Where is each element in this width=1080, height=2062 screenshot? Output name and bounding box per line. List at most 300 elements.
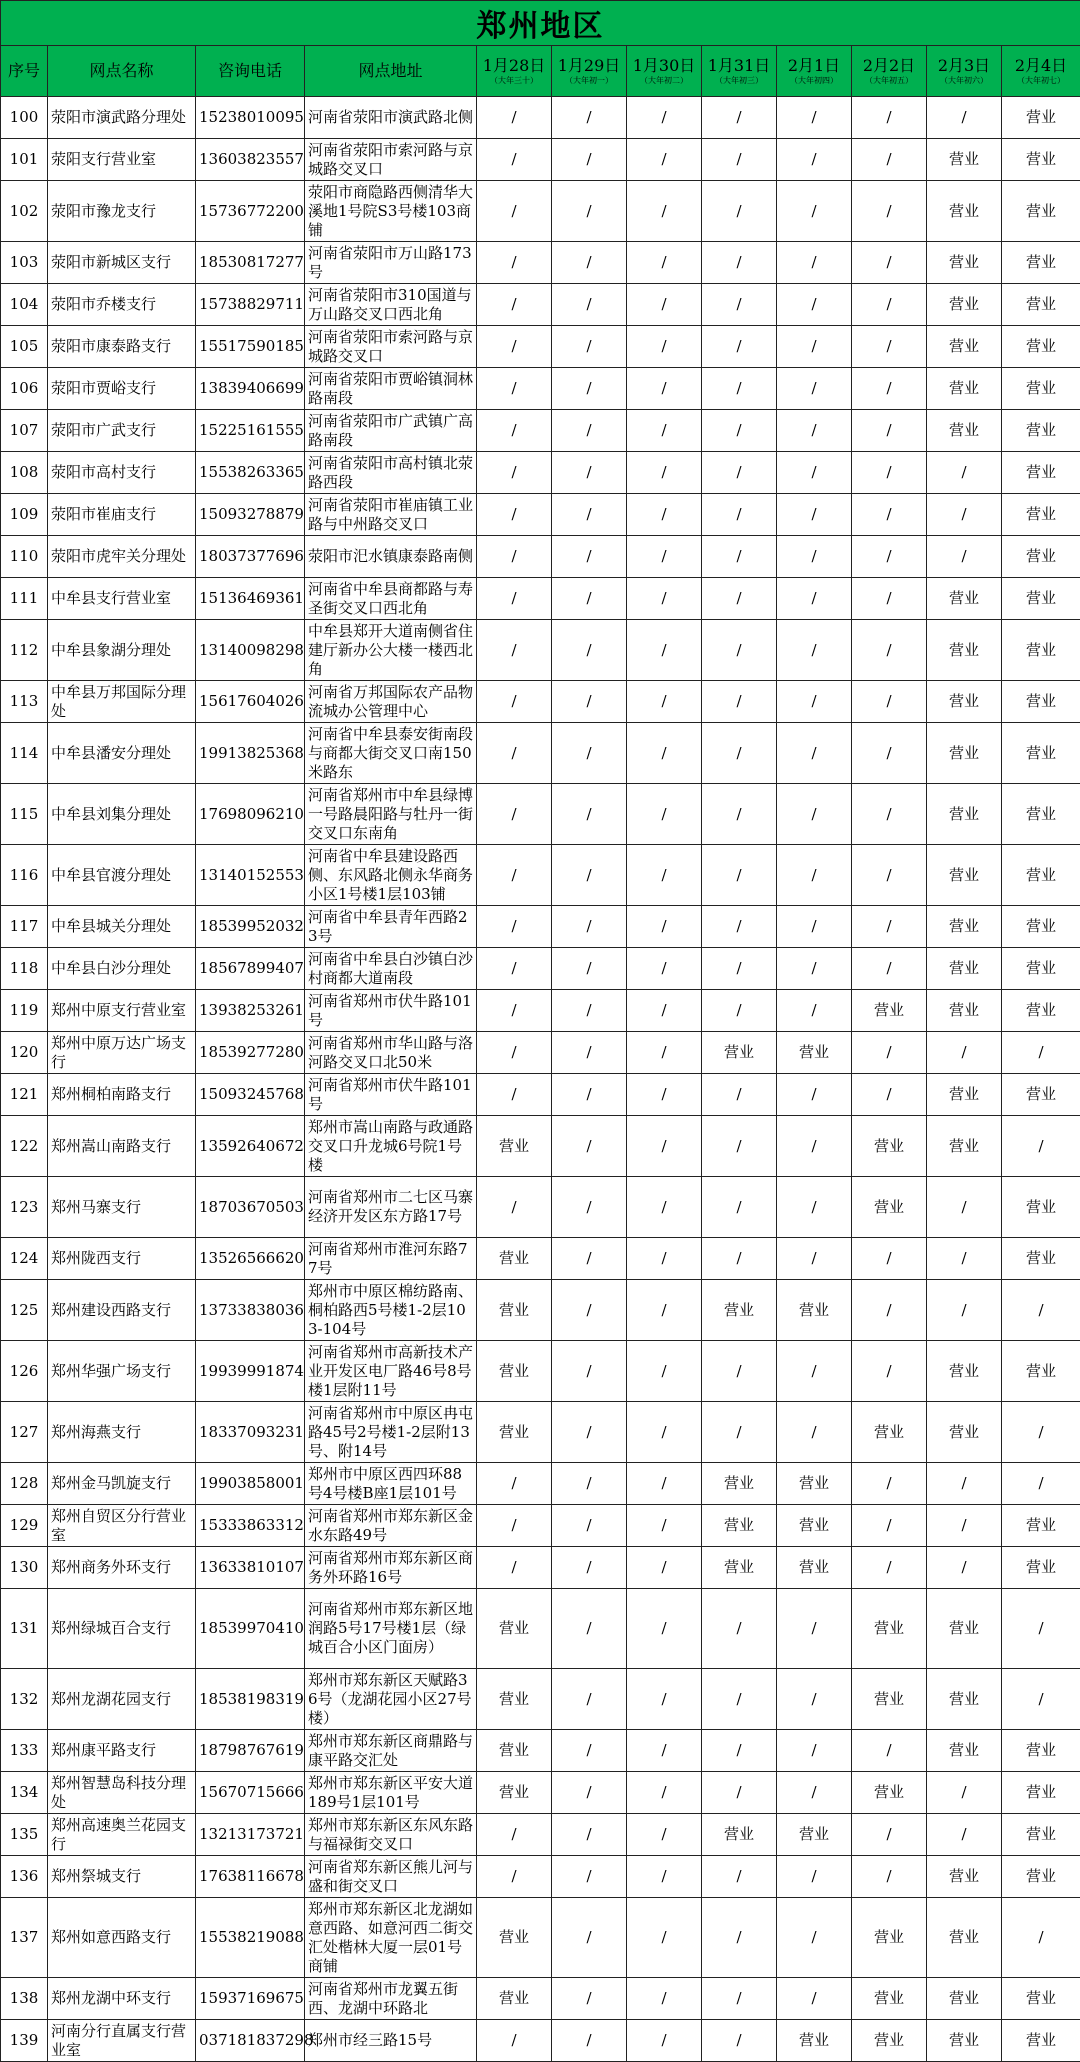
status-cell: 营业: [927, 1856, 1002, 1898]
table-row: [1, 368, 1080, 410]
status-cell: /: [627, 242, 702, 284]
status-cell: /: [552, 1074, 627, 1116]
row-number: 138: [1, 1978, 48, 2020]
status-cell: 营业: [777, 2020, 852, 2062]
row-number: 129: [1, 1505, 48, 1547]
status-cell: /: [627, 181, 702, 242]
table-row: [1, 723, 1080, 784]
status-cell: /: [552, 284, 627, 326]
table-body: [1, 97, 1080, 2062]
status-cell: /: [927, 1032, 1002, 1074]
status-cell: /: [777, 536, 852, 578]
status-cell: /: [627, 784, 702, 845]
branch-address: 郑州市郑东新区东风东路与福禄街交叉口: [305, 1814, 477, 1856]
row-number: 133: [1, 1730, 48, 1772]
branch-name: 郑州陇西支行: [48, 1238, 196, 1280]
status-cell: /: [477, 181, 552, 242]
status-cell: /: [852, 1814, 927, 1856]
status-cell: 营业: [852, 1589, 927, 1669]
status-cell: /: [552, 1402, 627, 1463]
status-cell: 营业: [477, 1669, 552, 1730]
status-cell: 营业: [927, 1074, 1002, 1116]
status-cell: 营业: [1002, 452, 1080, 494]
status-cell: /: [777, 1669, 852, 1730]
branch-address: 中牟县郑开大道南侧省住建厅新办公大楼一楼西北角: [305, 620, 477, 681]
table-row: [1, 1978, 1080, 2020]
status-cell: /: [852, 1505, 927, 1547]
branch-address: 郑州市经三路15号: [305, 2020, 477, 2062]
status-cell: /: [552, 139, 627, 181]
status-cell: 营业: [477, 1116, 552, 1177]
branch-phone: 13526566620: [196, 1238, 305, 1280]
row-number: 112: [1, 620, 48, 681]
row-number: 128: [1, 1463, 48, 1505]
status-cell: /: [627, 1074, 702, 1116]
status-cell: /: [852, 494, 927, 536]
status-cell: 营业: [1002, 181, 1080, 242]
status-cell: /: [477, 990, 552, 1032]
status-cell: /: [552, 723, 627, 784]
status-cell: /: [627, 2020, 702, 2062]
status-cell: /: [702, 368, 777, 410]
status-cell: /: [777, 1772, 852, 1814]
status-cell: 营业: [927, 1116, 1002, 1177]
status-cell: /: [777, 1730, 852, 1772]
status-cell: /: [552, 536, 627, 578]
status-cell: /: [477, 494, 552, 536]
status-cell: /: [852, 536, 927, 578]
branch-name: 荥阳市贾峪支行: [48, 368, 196, 410]
branch-phone: 13603823557: [196, 139, 305, 181]
branch-address: 郑州市郑东新区北龙湖如意西路、如意河西二街交汇处楷林大厦一层01号商铺: [305, 1898, 477, 1978]
row-number: 121: [1, 1074, 48, 1116]
status-cell: /: [777, 97, 852, 139]
branch-name: 荥阳市崔庙支行: [48, 494, 196, 536]
branch-name: 郑州龙湖中环支行: [48, 1978, 196, 2020]
header-lunar-label: （大年初二）: [630, 76, 698, 86]
status-cell: /: [552, 906, 627, 948]
branch-name: 中牟县白沙分理处: [48, 948, 196, 990]
status-cell: /: [702, 990, 777, 1032]
status-cell: /: [552, 1978, 627, 2020]
status-cell: 营业: [1002, 1238, 1080, 1280]
status-cell: /: [627, 1856, 702, 1898]
status-cell: /: [702, 1177, 777, 1238]
status-cell: 营业: [852, 990, 927, 1032]
branch-phone: 18037377696: [196, 536, 305, 578]
status-cell: 营业: [852, 1898, 927, 1978]
branch-phone: 15225161555: [196, 410, 305, 452]
branch-phone: 15617604026: [196, 681, 305, 723]
status-cell: 营业: [477, 1238, 552, 1280]
branch-phone: 18337093231: [196, 1402, 305, 1463]
status-cell: /: [777, 948, 852, 990]
branch-name: 郑州中原支行营业室: [48, 990, 196, 1032]
branch-phone: 15670715666: [196, 1772, 305, 1814]
status-cell: /: [552, 1177, 627, 1238]
status-cell: /: [552, 681, 627, 723]
status-cell: /: [1002, 1898, 1080, 1978]
row-number: 130: [1, 1547, 48, 1589]
status-cell: 营业: [777, 1032, 852, 1074]
status-cell: /: [627, 1589, 702, 1669]
status-cell: /: [627, 494, 702, 536]
status-cell: /: [477, 536, 552, 578]
status-cell: /: [552, 845, 627, 906]
status-cell: /: [927, 1547, 1002, 1589]
status-cell: /: [702, 1341, 777, 1402]
branch-phone: 18530817277: [196, 242, 305, 284]
status-cell: /: [477, 1074, 552, 1116]
status-cell: /: [477, 1547, 552, 1589]
row-number: 125: [1, 1280, 48, 1341]
status-cell: /: [777, 990, 852, 1032]
status-cell: /: [702, 1238, 777, 1280]
table-row: [1, 1238, 1080, 1280]
table-row: [1, 1856, 1080, 1898]
status-cell: 营业: [927, 620, 1002, 681]
table-row: [1, 284, 1080, 326]
branch-name: 荥阳市豫龙支行: [48, 181, 196, 242]
status-cell: /: [552, 1238, 627, 1280]
status-cell: /: [552, 97, 627, 139]
table-row: [1, 681, 1080, 723]
status-cell: 营业: [927, 723, 1002, 784]
row-number: 135: [1, 1814, 48, 1856]
header-lunar-label: （大年三十）: [480, 76, 548, 86]
status-cell: /: [627, 1505, 702, 1547]
header-date: [927, 46, 1002, 97]
status-cell: /: [627, 1238, 702, 1280]
status-cell: /: [627, 97, 702, 139]
status-cell: /: [477, 845, 552, 906]
status-cell: /: [702, 284, 777, 326]
branch-phone: 17638116678: [196, 1856, 305, 1898]
header-date: [777, 46, 852, 97]
status-cell: /: [552, 1589, 627, 1669]
table-row: [1, 452, 1080, 494]
header-date-label: 1月30日: [633, 56, 696, 75]
status-cell: /: [927, 1505, 1002, 1547]
header-date: [477, 46, 552, 97]
row-number: 100: [1, 97, 48, 139]
branch-address: 河南省荥阳市索河路与京城路交叉口: [305, 139, 477, 181]
status-cell: 营业: [702, 1505, 777, 1547]
branch-phone: 19939991874: [196, 1341, 305, 1402]
status-cell: 营业: [927, 990, 1002, 1032]
branch-phone: 19913825368: [196, 723, 305, 784]
branch-phone: 15136469361: [196, 578, 305, 620]
row-number: 137: [1, 1898, 48, 1978]
branch-address: 河南省中牟县白沙镇白沙村商都大道南段: [305, 948, 477, 990]
status-cell: /: [702, 620, 777, 681]
branch-phone: 15517590185: [196, 326, 305, 368]
status-cell: 营业: [1002, 723, 1080, 784]
status-cell: /: [1002, 1116, 1080, 1177]
status-cell: /: [852, 368, 927, 410]
status-cell: /: [852, 452, 927, 494]
row-number: 126: [1, 1341, 48, 1402]
row-number: 103: [1, 242, 48, 284]
status-cell: 营业: [852, 2020, 927, 2062]
branch-phone: 15538263365: [196, 452, 305, 494]
status-cell: 营业: [1002, 1074, 1080, 1116]
status-cell: /: [552, 1280, 627, 1341]
status-cell: 营业: [927, 1402, 1002, 1463]
status-cell: /: [627, 368, 702, 410]
branch-phone: 15738829711: [196, 284, 305, 326]
status-cell: /: [552, 1032, 627, 1074]
header-lunar-label: （大年初五）: [855, 76, 923, 86]
status-cell: /: [477, 620, 552, 681]
status-cell: /: [777, 284, 852, 326]
row-number: 107: [1, 410, 48, 452]
status-cell: /: [477, 1505, 552, 1547]
status-cell: 营业: [1002, 1505, 1080, 1547]
table-row: [1, 536, 1080, 578]
branch-name: 河南分行直属支行营业室: [48, 2020, 196, 2062]
status-cell: /: [627, 139, 702, 181]
branch-phone: 13839406699: [196, 368, 305, 410]
status-cell: /: [627, 906, 702, 948]
status-cell: /: [777, 494, 852, 536]
status-cell: /: [552, 784, 627, 845]
status-cell: /: [852, 845, 927, 906]
status-cell: /: [627, 1032, 702, 1074]
branch-address: 河南省郑州市中原区冉屯路45号2号楼1-2层附13号、附14号: [305, 1402, 477, 1463]
branch-name: 中牟县潘安分理处: [48, 723, 196, 784]
status-cell: /: [552, 1898, 627, 1978]
branch-name: 郑州绿城百合支行: [48, 1589, 196, 1669]
branch-name: 中牟县城关分理处: [48, 906, 196, 948]
page-title: 郑州地区: [1, 1, 1080, 46]
status-cell: /: [627, 326, 702, 368]
status-cell: /: [702, 1116, 777, 1177]
status-cell: /: [927, 1463, 1002, 1505]
status-cell: 营业: [1002, 990, 1080, 1032]
status-cell: 营业: [777, 1547, 852, 1589]
status-cell: /: [777, 242, 852, 284]
status-cell: /: [777, 1402, 852, 1463]
header-date-label: 2月3日: [938, 56, 990, 75]
status-cell: /: [1002, 1402, 1080, 1463]
status-cell: /: [552, 1505, 627, 1547]
branch-name: 郑州自贸区分行营业室: [48, 1505, 196, 1547]
branch-address: 河南省中牟县青年西路23号: [305, 906, 477, 948]
row-number: 110: [1, 536, 48, 578]
status-cell: /: [477, 578, 552, 620]
status-cell: /: [852, 97, 927, 139]
status-cell: 营业: [1002, 139, 1080, 181]
status-cell: 营业: [1002, 1856, 1080, 1898]
header-lunar-label: （大年初一）: [555, 76, 623, 86]
status-cell: /: [1002, 1589, 1080, 1669]
table-row: [1, 906, 1080, 948]
status-cell: 营业: [1002, 1177, 1080, 1238]
status-cell: /: [552, 242, 627, 284]
branch-name: 郑州嵩山南路支行: [48, 1116, 196, 1177]
table-row: [1, 1116, 1080, 1177]
branch-phone: 18539277280: [196, 1032, 305, 1074]
status-cell: 营业: [927, 368, 1002, 410]
header-row: [1, 46, 1080, 97]
status-cell: /: [777, 1978, 852, 2020]
status-cell: /: [552, 948, 627, 990]
status-cell: /: [702, 1074, 777, 1116]
status-cell: /: [627, 1341, 702, 1402]
status-cell: /: [852, 326, 927, 368]
header-name: 网点名称: [48, 46, 196, 97]
status-cell: /: [477, 1856, 552, 1898]
status-cell: 营业: [927, 784, 1002, 845]
status-cell: /: [852, 1547, 927, 1589]
status-cell: /: [552, 620, 627, 681]
row-number: 116: [1, 845, 48, 906]
status-cell: 营业: [927, 1341, 1002, 1402]
status-cell: 营业: [927, 1730, 1002, 1772]
branch-phone: 15937169675: [196, 1978, 305, 2020]
status-cell: 营业: [702, 1814, 777, 1856]
table-row: [1, 1730, 1080, 1772]
status-cell: /: [927, 1238, 1002, 1280]
row-number: 134: [1, 1772, 48, 1814]
status-cell: /: [777, 723, 852, 784]
status-cell: /: [777, 1116, 852, 1177]
status-cell: /: [852, 139, 927, 181]
status-cell: 营业: [927, 1898, 1002, 1978]
status-cell: /: [702, 1730, 777, 1772]
status-cell: /: [552, 1669, 627, 1730]
branch-address: 河南省郑州市郑东新区地润路5号17号楼1层（绿城百合小区门面房）: [305, 1589, 477, 1669]
status-cell: 营业: [477, 1978, 552, 2020]
branch-address: 河南省荥阳市贾峪镇洞林路南段: [305, 368, 477, 410]
table-row: [1, 410, 1080, 452]
status-cell: /: [702, 1669, 777, 1730]
status-cell: /: [552, 990, 627, 1032]
status-cell: /: [477, 681, 552, 723]
status-cell: /: [1002, 1280, 1080, 1341]
status-cell: /: [627, 1116, 702, 1177]
status-cell: /: [552, 1341, 627, 1402]
status-cell: /: [627, 1898, 702, 1978]
branch-phone: 13633810107: [196, 1547, 305, 1589]
status-cell: 营业: [477, 1898, 552, 1978]
row-number: 139: [1, 2020, 48, 2062]
status-cell: /: [477, 723, 552, 784]
status-cell: /: [627, 620, 702, 681]
status-cell: 营业: [852, 1772, 927, 1814]
branch-address: 河南省郑州市华山路与洛河路交叉口北50米: [305, 1032, 477, 1074]
status-cell: /: [702, 139, 777, 181]
table-row: [1, 181, 1080, 242]
branch-name: 中牟县象湖分理处: [48, 620, 196, 681]
branch-name: 郑州如意西路支行: [48, 1898, 196, 1978]
status-cell: 营业: [852, 1116, 927, 1177]
branch-address: 河南省荥阳市高村镇北荥路西段: [305, 452, 477, 494]
table-row: [1, 1505, 1080, 1547]
table-row: [1, 1280, 1080, 1341]
status-cell: /: [627, 1463, 702, 1505]
status-cell: /: [627, 284, 702, 326]
branch-phone: 13733838036: [196, 1280, 305, 1341]
branch-name: 郑州商务外环支行: [48, 1547, 196, 1589]
status-cell: /: [627, 1669, 702, 1730]
status-cell: /: [777, 1589, 852, 1669]
status-cell: /: [477, 1463, 552, 1505]
table-row: [1, 845, 1080, 906]
branch-address: 河南省郑州市伏牛路101号: [305, 1074, 477, 1116]
row-number: 115: [1, 784, 48, 845]
status-cell: 营业: [927, 1978, 1002, 2020]
branch-phone: 13938253261: [196, 990, 305, 1032]
status-cell: 营业: [777, 1505, 852, 1547]
status-cell: /: [552, 1730, 627, 1772]
table-row: [1, 578, 1080, 620]
table-row: [1, 97, 1080, 139]
branch-address: 郑州市嵩山南路与政通路交叉口升龙城6号院1号楼: [305, 1116, 477, 1177]
status-cell: /: [702, 1772, 777, 1814]
status-cell: /: [702, 97, 777, 139]
status-cell: 营业: [777, 1280, 852, 1341]
status-cell: 营业: [777, 1463, 852, 1505]
branch-address: 荥阳市商隐路西侧清华大溪地1号院S3号楼103商铺: [305, 181, 477, 242]
branch-address: 郑州市中原区西四环88号4号楼B座1层101号: [305, 1463, 477, 1505]
row-number: 132: [1, 1669, 48, 1730]
branch-name: 荥阳市康泰路支行: [48, 326, 196, 368]
status-cell: /: [852, 681, 927, 723]
status-cell: /: [927, 1814, 1002, 1856]
status-cell: /: [852, 410, 927, 452]
row-number: 108: [1, 452, 48, 494]
table-row: [1, 1814, 1080, 1856]
branch-address: 河南省荥阳市广武镇广高路南段: [305, 410, 477, 452]
status-cell: /: [627, 1730, 702, 1772]
status-cell: 营业: [927, 139, 1002, 181]
status-cell: /: [627, 1280, 702, 1341]
branch-phone: 15333863312: [196, 1505, 305, 1547]
status-cell: /: [627, 1978, 702, 2020]
status-cell: /: [702, 845, 777, 906]
status-cell: /: [627, 1814, 702, 1856]
branch-address: 河南省荥阳市索河路与京城路交叉口: [305, 326, 477, 368]
status-cell: /: [852, 578, 927, 620]
status-cell: 营业: [1002, 845, 1080, 906]
status-cell: /: [852, 1074, 927, 1116]
status-cell: 营业: [852, 1669, 927, 1730]
status-cell: 营业: [1002, 410, 1080, 452]
branch-name: 中牟县支行营业室: [48, 578, 196, 620]
status-cell: /: [777, 1177, 852, 1238]
status-cell: /: [777, 578, 852, 620]
status-cell: /: [702, 1898, 777, 1978]
status-cell: 营业: [927, 2020, 1002, 2062]
status-cell: /: [1002, 1669, 1080, 1730]
status-cell: /: [852, 284, 927, 326]
status-cell: 营业: [927, 1589, 1002, 1669]
branch-phone: 15093278879: [196, 494, 305, 536]
status-cell: /: [477, 948, 552, 990]
status-cell: 营业: [1002, 368, 1080, 410]
row-number: 124: [1, 1238, 48, 1280]
table-row: [1, 1402, 1080, 1463]
status-cell: /: [552, 1547, 627, 1589]
branch-name: 荥阳市虎牢关分理处: [48, 536, 196, 578]
status-cell: /: [552, 1116, 627, 1177]
status-cell: /: [552, 181, 627, 242]
status-cell: 营业: [1002, 536, 1080, 578]
status-cell: 营业: [927, 242, 1002, 284]
status-cell: /: [852, 1280, 927, 1341]
